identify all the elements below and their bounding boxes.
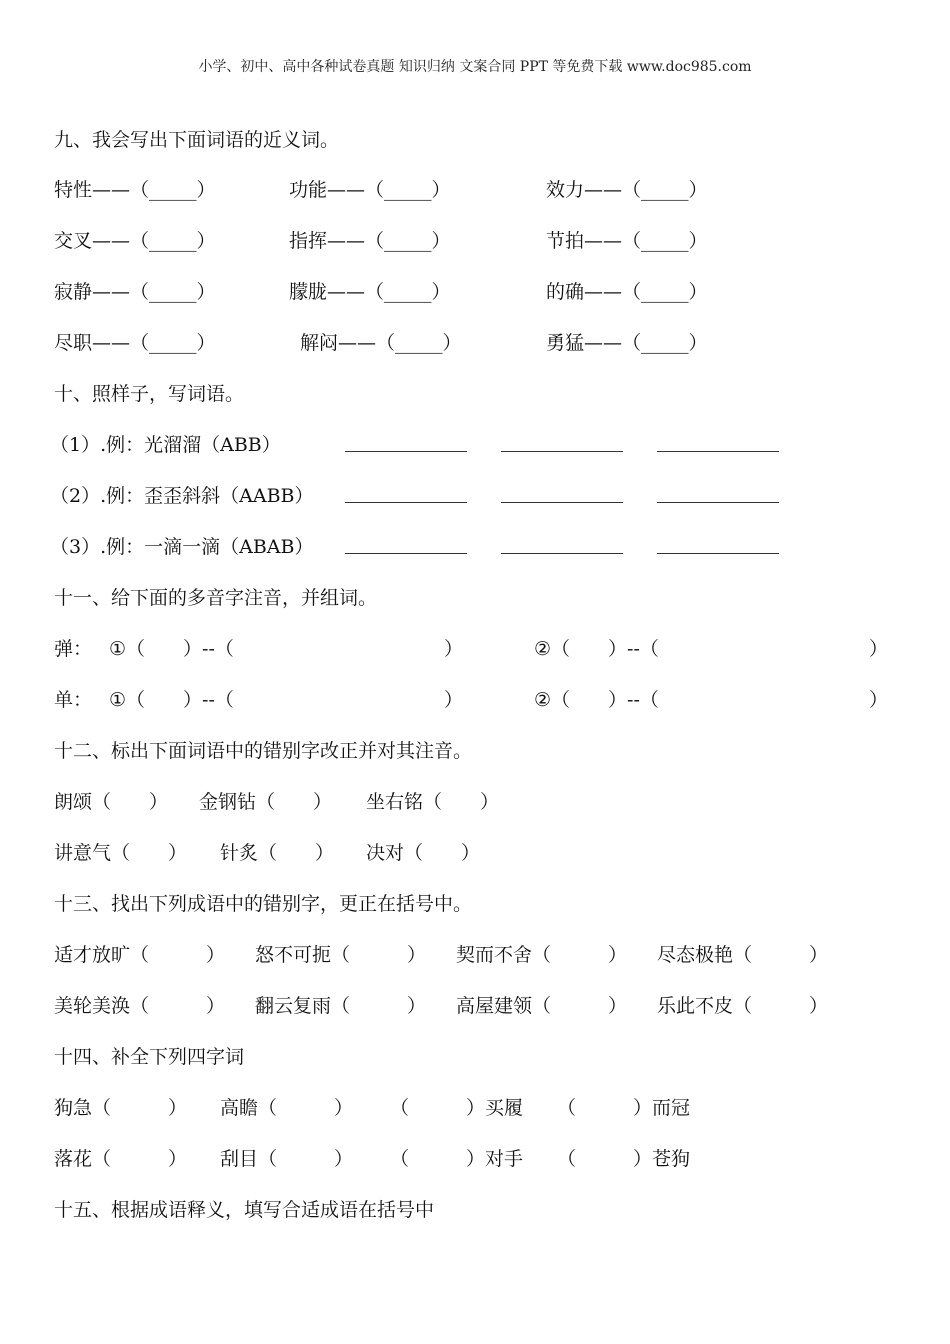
answer-blank[interactable] (345, 552, 467, 554)
s10-row-3 (50, 532, 894, 562)
s13-item: 怒不可扼（ ） (255, 944, 427, 966)
s11-close-a: ） (444, 638, 464, 660)
s9-item: 寂静——（_____） (54, 281, 216, 303)
s11-pinyin-b: ②（ ）--（ (534, 689, 659, 711)
s11-close-b: ） (869, 689, 889, 711)
s12-item: 针炙（ ） (220, 842, 335, 864)
s14-item: （ ）而冠 (557, 1097, 691, 1119)
s9-item: 的确——（_____） (546, 281, 708, 303)
answer-blank[interactable] (657, 450, 779, 452)
section-11-title: 十一、给下面的多音字注音，并组词。 (54, 587, 378, 609)
s10-row-1 (50, 430, 894, 460)
answer-blank[interactable] (657, 552, 779, 554)
s9-item: 功能——（_____） (289, 179, 451, 201)
s9-item: 勇猛——（_____） (546, 332, 708, 354)
s11-pinyin-a: ①（ ）--（ (109, 689, 234, 711)
s14-item: （ ）对手 (390, 1148, 524, 1170)
s9-item: 节拍——（_____） (546, 230, 708, 252)
s13-item: 契而不舍（ ） (456, 944, 628, 966)
page-header: 小学、初中、高中各种试卷真题 知识归纳 文案合同 PPT 等免费下载 www.doc985.com (198, 59, 752, 75)
s9-item: 交叉——（_____） (54, 230, 216, 252)
s12-item: 金钢钻（ ） (199, 791, 333, 813)
s11-close-b: ） (869, 638, 889, 660)
answer-blank[interactable] (501, 552, 623, 554)
s9-item: 朦胧——（_____） (289, 281, 451, 303)
s11-row-1 (54, 634, 894, 664)
s14-item: （ ）买履 (390, 1097, 524, 1119)
answer-blank[interactable] (657, 501, 779, 503)
answer-blank[interactable] (501, 450, 623, 452)
s14-item: 狗急（ ） (54, 1097, 188, 1119)
s10-example: （2）.例：歪歪斜斜（AABB） (50, 485, 314, 507)
s12-item: 决对（ ） (366, 842, 481, 864)
polyphone-char: 弹： (54, 638, 93, 660)
answer-blank[interactable] (345, 501, 467, 503)
section-13-title: 十三、找出下列成语中的错别字，更正在括号中。 (54, 893, 473, 915)
s13-item: 高屋建领（ ） (456, 995, 628, 1017)
answer-blank[interactable] (501, 501, 623, 503)
section-12-title: 十二、标出下面词语中的错别字改正并对其注音。 (54, 740, 473, 762)
s9-item: 效力——（_____） (546, 179, 708, 201)
s13-item: 美轮美涣（ ） (54, 995, 226, 1017)
s9-item: 尽职——（_____） (54, 332, 216, 354)
s13-item: 翻云复雨（ ） (255, 995, 427, 1017)
s10-example: （3）.例：一滴一滴（ABAB） (50, 536, 314, 558)
s9-item: 解闷——（_____） (300, 332, 462, 354)
s11-row-2 (54, 685, 894, 715)
s14-item: 高瞻（ ） (220, 1097, 354, 1119)
s11-pinyin-b: ②（ ）--（ (534, 638, 659, 660)
section-9-title: 九、我会写出下面词语的近义词。 (54, 129, 340, 151)
answer-blank[interactable] (345, 450, 467, 452)
s10-example: （1）.例：光溜溜（ABB） (50, 434, 281, 456)
section-10-title: 十、照样子，写词语。 (54, 383, 245, 405)
s14-item: 刮目（ ） (220, 1148, 354, 1170)
s9-item: 特性——（_____） (54, 179, 216, 201)
s13-item: 乐此不皮（ ） (657, 995, 829, 1017)
s9-item: 指挥——（_____） (289, 230, 451, 252)
s11-pinyin-a: ①（ ）--（ (109, 638, 234, 660)
section-15-title: 十五、根据成语释义，填写合适成语在括号中 (54, 1199, 435, 1221)
s13-item: 尽态极艳（ ） (657, 944, 829, 966)
section-14-title: 十四、补全下列四字词 (54, 1046, 245, 1068)
s14-item: 落花（ ） (54, 1148, 188, 1170)
s12-item: 坐右铭（ ） (366, 791, 500, 813)
s13-item: 适才放旷（ ） (54, 944, 226, 966)
s11-close-a: ） (444, 689, 464, 711)
polyphone-char: 单： (54, 689, 93, 711)
s12-item: 讲意气（ ） (54, 842, 188, 864)
s14-item: （ ）苍狗 (557, 1148, 691, 1170)
s10-row-2 (50, 481, 894, 511)
s12-item: 朗颂（ ） (54, 791, 169, 813)
